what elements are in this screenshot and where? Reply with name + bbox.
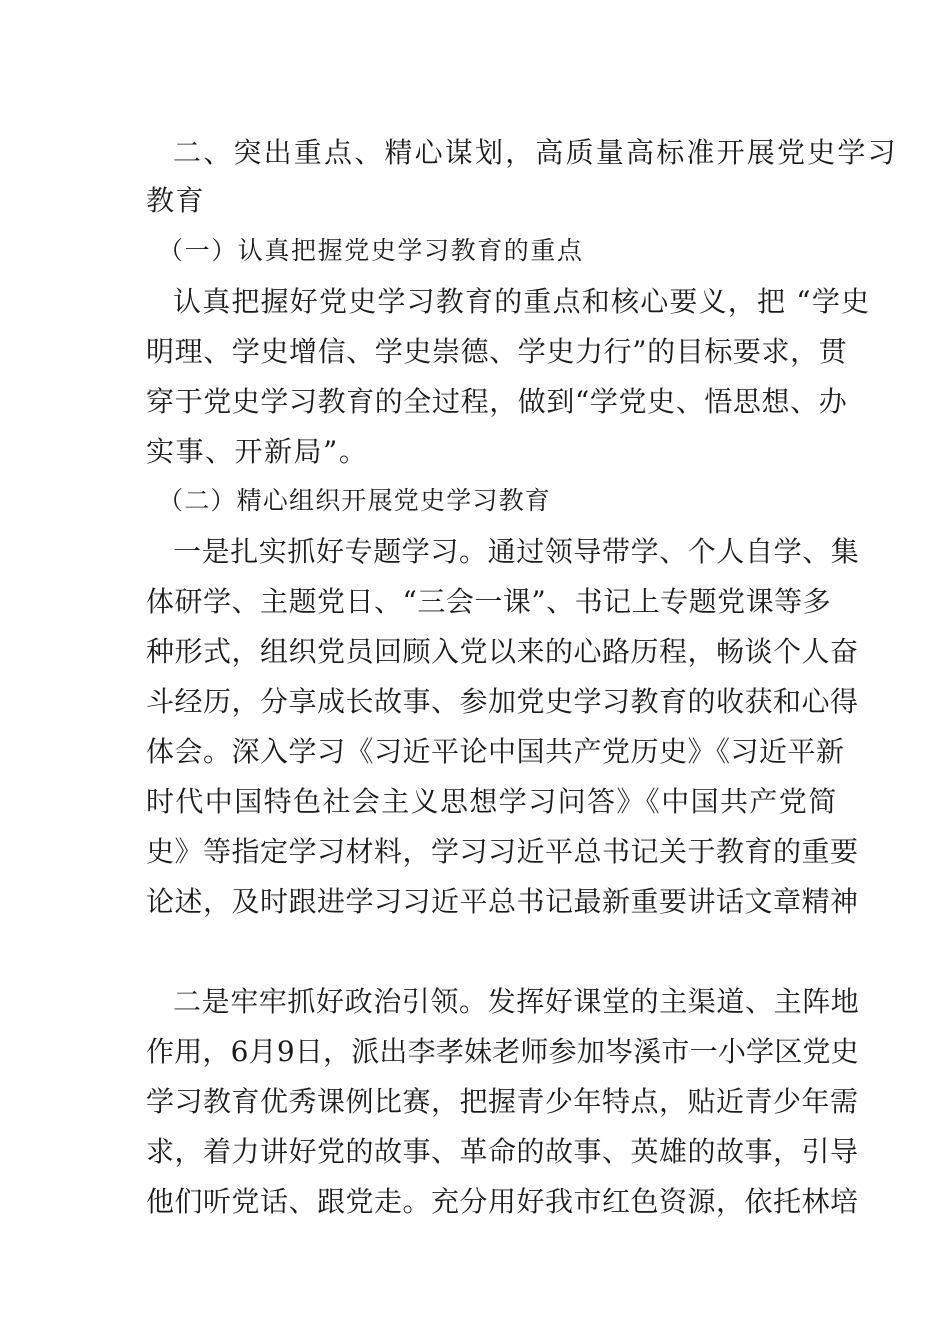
paragraph-line: 体会。深入学习《习近平论中国共产党历史》《习近平新	[146, 735, 845, 768]
subsection-heading: （二）精心组织开展党史学习教育	[158, 486, 552, 515]
paragraph-line: 论述，及时跟进学习习近平总书记最新重要讲话文章精神	[146, 885, 859, 918]
paragraph-line: 他们听党话、跟党走。充分用好我市红色资源，依托林培	[146, 1185, 859, 1218]
paragraph-line: 学习教育优秀课例比赛，把握青少年特点，贴近青少年需	[146, 1085, 859, 1118]
paragraph-line: 作用，6月9日，派出李孝妹老师参加岑溪市一小学区党史	[146, 1035, 859, 1068]
paragraph-line: 史》等指定学习材料，学习习近平总书记关于教育的重要	[146, 835, 859, 868]
section-heading: 二、突出重点、精心谋划，高质量高标准开展党史学习	[173, 136, 898, 169]
section-heading-continuation: 教育	[146, 184, 206, 217]
paragraph-line: 穿于党史学习教育的全过程，做到“学党史、悟思想、办	[146, 385, 848, 418]
paragraph-line: 认真把握好党史学习教育的重点和核心要义，把 “学史	[173, 285, 871, 318]
paragraph-line: 时代中国特色社会主义思想学习问答》《中国共产党简	[146, 785, 838, 818]
paragraph-line: 斗经历，分享成长故事、参加党史学习教育的收获和心得	[146, 685, 859, 718]
paragraph-line: 一是扎实抓好专题学习。通过领导带学、个人自学、集	[173, 535, 860, 568]
paragraph-line: 种形式，组织党员回顾入党以来的心路历程，畅谈个人奋	[146, 635, 859, 668]
paragraph-line: 二是牢牢抓好政治引领。发挥好课堂的主渠道、主阵地	[173, 985, 860, 1018]
paragraph-line: 实事、开新局”。	[146, 435, 369, 468]
subsection-heading: （一）认真把握党史学习教育的重点	[158, 236, 584, 265]
paragraph-line: 求，着力讲好党的故事、革命的故事、英雄的故事，引导	[146, 1135, 859, 1168]
paragraph-line: 明理、学史增信、学史崇德、学史力行”的目标要求，贯	[146, 335, 848, 368]
paragraph-line: 体研学、主题党日、“三会一课”、书记上专题党课等多	[146, 585, 832, 618]
